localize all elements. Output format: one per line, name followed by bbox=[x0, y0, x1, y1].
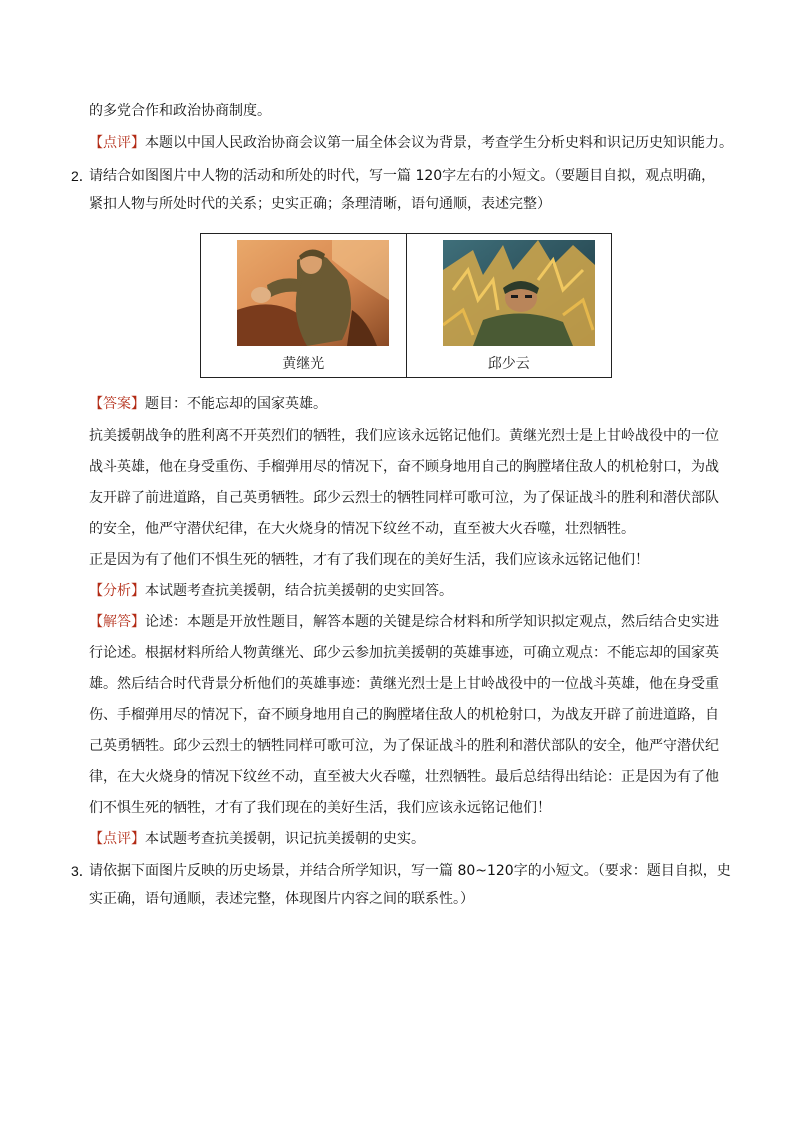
answer-line: 抗美援朝战争的胜利离不开英烈们的牺牲，我们应该永远铭记他们。黄继光烈士是上甘岭战役中的一位 bbox=[89, 428, 719, 444]
solution-line bbox=[89, 612, 719, 632]
answer-line: 友开辟了前进道路，自己英勇牺牲。邱少云烈士的牺牲同样可歌可泣，为了保证战斗的胜利和潜伏部队 bbox=[89, 490, 719, 506]
review-line bbox=[89, 133, 733, 153]
question-number: 2． bbox=[71, 168, 93, 184]
answer-title: 题目：不能忘却的国家英雄。 bbox=[145, 396, 327, 412]
answer-heading bbox=[89, 394, 327, 414]
analysis-line bbox=[89, 581, 453, 601]
caption-right: 邱少云 bbox=[487, 356, 530, 372]
review-line bbox=[89, 829, 425, 849]
answer-tag: 【答案】 bbox=[89, 396, 145, 412]
solution-line: 己英勇牺牲。邱少云烈士的牺牲同样可歌可泣，为了保证战斗的胜利和潜伏部队的安全，他严守潜伏纪 bbox=[89, 738, 719, 754]
question-text: 请结合如图图片中人物的活动和所处的时代，写一篇 120字左右的小短文。（要题目自拟，观点明确， bbox=[89, 168, 716, 184]
solution-line: 雄。然后结合时代背景分析他们的英雄事迹：黄继光烈士是上甘岭战役中的一位战斗英雄，他在身受重 bbox=[89, 676, 719, 692]
question-text: 紧扣人物与所处时代的关系；史实正确；条理清晰，语句通顺，表述完整） bbox=[89, 196, 551, 212]
solution-tag: 【解答】 bbox=[89, 614, 145, 630]
hero-figure bbox=[200, 233, 612, 378]
figure-panel-right bbox=[407, 234, 612, 377]
analysis-tag: 【分析】 bbox=[89, 583, 145, 599]
question-text: 请依据下面图片反映的历史场景，并结合所学知识，写一篇 80~120字的小短文。（要求：题目自拟，史 bbox=[89, 863, 731, 879]
question-text: 实正确，语句通顺，表述完整，体现图片内容之间的联系性。） bbox=[89, 891, 474, 907]
figure-panel-left bbox=[201, 234, 407, 377]
solution-line: 伤、手榴弹用尽的情况下，奋不顾身地用自己的胸膛堵住敌人的机枪射口，为战友开辟了前进道路，自 bbox=[89, 707, 719, 723]
review-text: 本题以中国人民政治协商会议第一届全体会议为背景，考查学生分析史料和识记历史知识能力。 bbox=[145, 135, 733, 151]
review-text: 本试题考查抗美援朝，识记抗美援朝的史实。 bbox=[145, 831, 425, 847]
huang-jiguang-illustration bbox=[237, 240, 389, 346]
answer-line: 正是因为有了他们不惧生死的牺牲，才有了我们现在的美好生活，我们应该永远铭记他们！ bbox=[89, 552, 649, 568]
solution-line: 律，在大火烧身的情况下纹丝不动，直至被大火吞噬，壮烈牺牲。最后总结得出结论：正是因为有了他 bbox=[89, 769, 719, 785]
analysis-text: 本试题考查抗美援朝，结合抗美援朝的史实回答。 bbox=[145, 583, 453, 599]
answer-line: 的安全，他严守潜伏纪律，在大火烧身的情况下纹丝不动，直至被大火吞噬，壮烈牺牲。 bbox=[89, 521, 635, 537]
question-number: 3． bbox=[71, 863, 93, 879]
review-tag: 【点评】 bbox=[89, 831, 145, 847]
text-line: 的多党合作和政治协商制度。 bbox=[89, 103, 271, 119]
review-tag: 【点评】 bbox=[89, 135, 145, 151]
solution-line: 行论述。根据材料所给人物黄继光、邱少云参加抗美援朝的英雄事迹，可确立观点：不能忘却的国家英 bbox=[89, 645, 719, 661]
solution-text: 论述：本题是开放性题目，解答本题的关键是综合材料和所学知识拟定观点，然后结合史实进 bbox=[145, 614, 719, 630]
answer-line: 战斗英雄，他在身受重伤、手榴弹用尽的情况下，奋不顾身地用自己的胸膛堵住敌人的机枪射口，为战 bbox=[89, 459, 719, 475]
solution-line: 们不惧生死的牺牲，才有了我们现在的美好生活，我们应该永远铭记他们！ bbox=[89, 800, 551, 816]
qiu-shaoyun-illustration bbox=[443, 240, 595, 346]
caption-left: 黄继光 bbox=[282, 356, 325, 372]
